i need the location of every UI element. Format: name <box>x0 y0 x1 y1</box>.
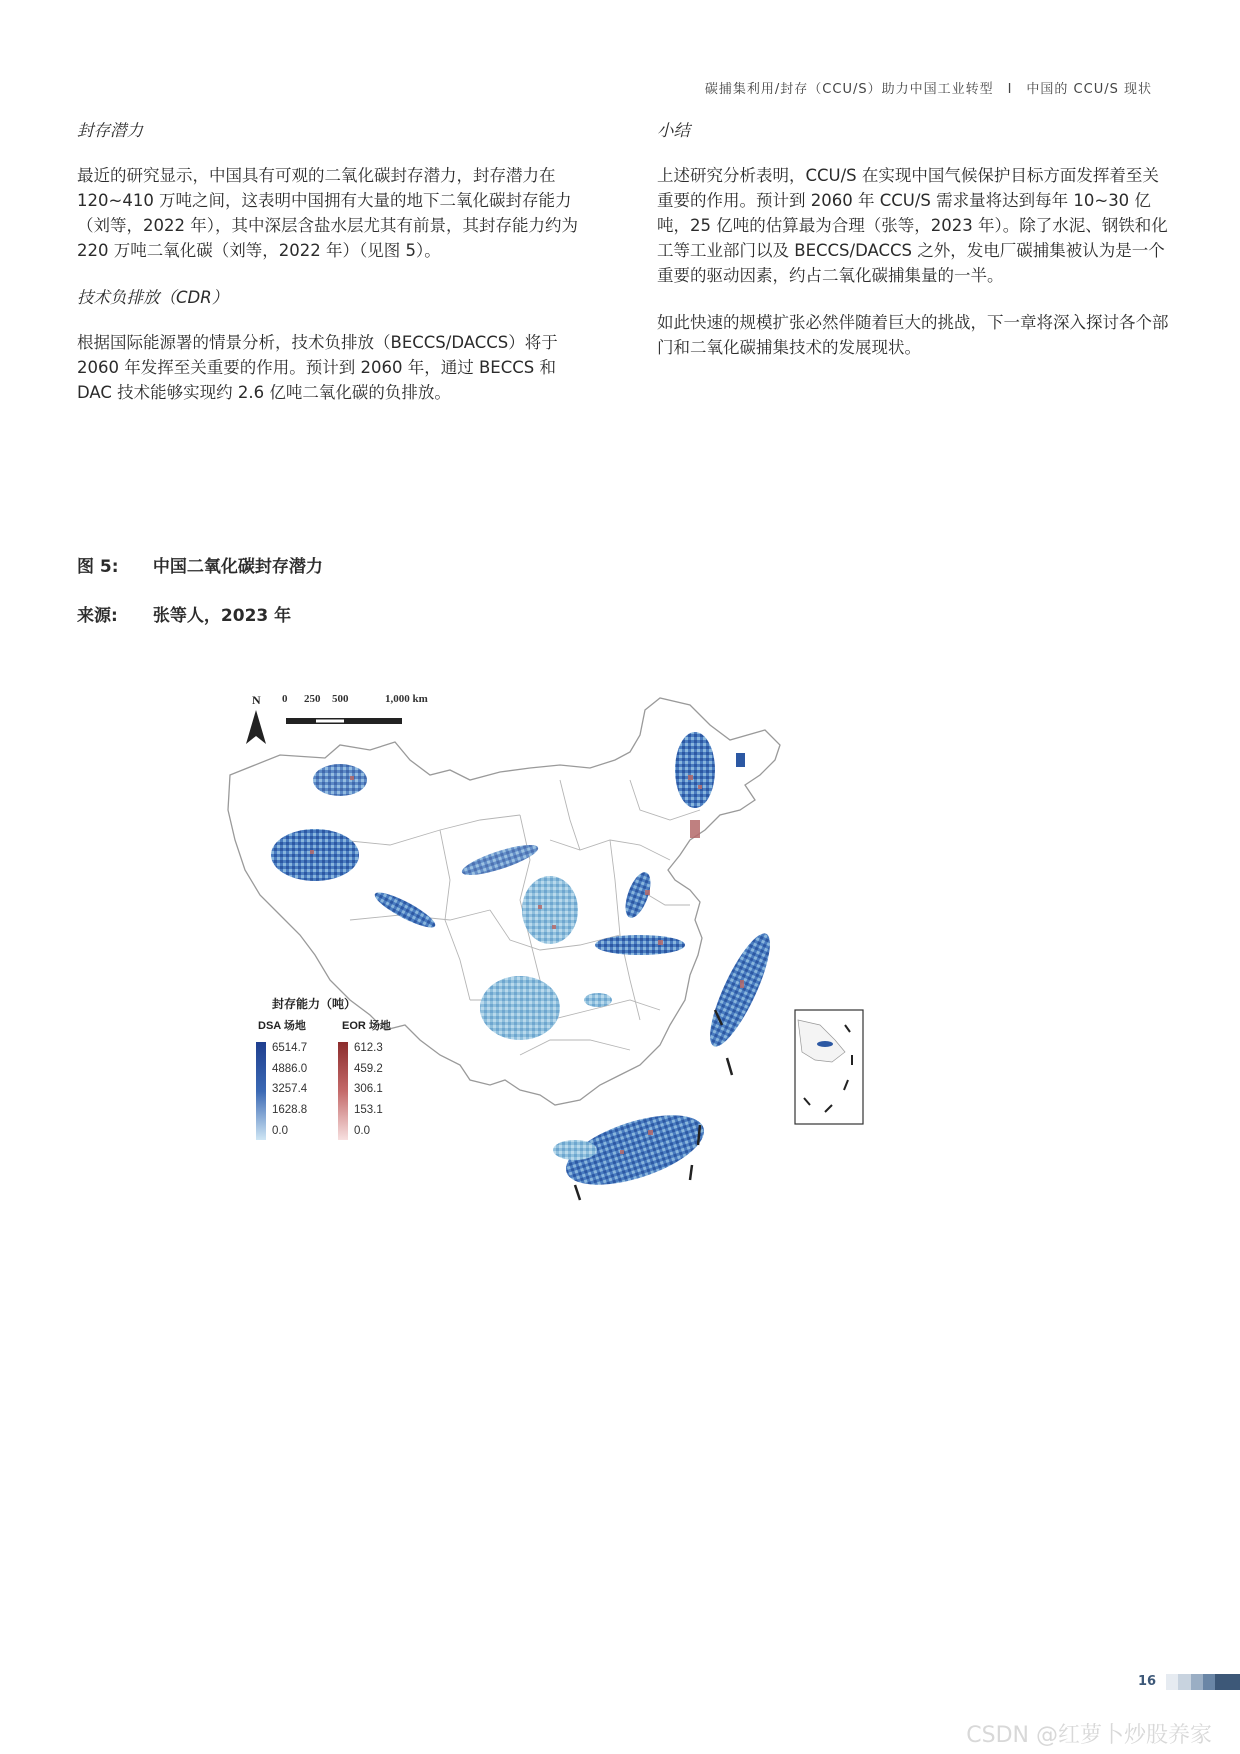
north-arrow-icon <box>246 710 266 744</box>
dsa-site-northchina <box>595 935 685 955</box>
running-header: 碳捕集利用/封存（CCU/S）助力中国工业转型 I 中国的 CCU/S 现状 <box>704 82 1152 97</box>
dsa-site-beibu <box>553 1140 597 1160</box>
right-column <box>657 118 1169 382</box>
legend-dsa-value: 1628.8 <box>272 1104 308 1116</box>
section-title-summary: 小结 <box>657 121 690 140</box>
eor-site <box>648 1130 653 1135</box>
dsa-site-songliao <box>675 732 715 808</box>
paragraph-cdr: 根据国际能源署的情景分析，技术负排放（BECCS/DACCS）将于 2060 年发挥至关重要的作用。预计到 2060 年，通过 BECCS 和 DAC 技术能够实现约 2.6 亿吨二氧化碳的负排放。 <box>77 333 558 402</box>
legend-eor-value: 459.2 <box>354 1063 383 1075</box>
legend-eor-label: EOR 场地 <box>342 1020 391 1032</box>
scale-label-1000km: 1,000 km <box>385 693 428 705</box>
north-label: N <box>252 693 261 707</box>
dsa-site-east-china-sea <box>699 927 780 1053</box>
china-storage-map <box>220 680 980 1270</box>
map-legend <box>256 996 391 1140</box>
legend-eor-value: 306.1 <box>354 1083 383 1095</box>
legend-eor-value: 612.3 <box>354 1042 383 1054</box>
eor-site <box>310 850 314 854</box>
watermark: CSDN @红萝卜炒股养家 <box>966 1723 1212 1748</box>
legend-eor-value: 153.1 <box>354 1104 383 1116</box>
section-title-cdr: 技术负排放（CDR） <box>77 288 229 307</box>
dsa-site-tarim <box>271 829 359 881</box>
eor-site <box>688 775 693 780</box>
legend-dsa-value: 0.0 <box>272 1125 288 1137</box>
scale-label-0: 0 <box>282 693 288 705</box>
figure-label: 图 5: <box>77 557 119 577</box>
scale-bar <box>282 693 428 724</box>
legend-dsa-value: 3257.4 <box>272 1083 308 1095</box>
legend-dsa-label: DSA 场地 <box>258 1020 306 1032</box>
paragraph-summary-1: 上述研究分析表明，CCU/S 在实现中国气候保护目标方面发挥着至关重要的作用。预计到 2060 年 CCU/S 需求量将达到每年 10~30 亿吨，25 亿吨的估算最为合理（张等，2023 年）。除了水泥、钢铁和化工等工业部门以及 BECCS/DACCS 之外，发电厂碳捕集被认为是一个重要的驱动因素，约占二氧化碳捕集量的一半。 <box>657 166 1168 285</box>
left-column <box>77 118 589 427</box>
scale-label-500: 500 <box>332 693 349 705</box>
paragraph-storage: 最近的研究显示，中国具有可观的二氧化碳封存潜力，封存潜力在 120~410 万吨之间，这表明中国拥有大量的地下二氧化碳封存能力（刘等，2022 年），其中深层含盐水层尤其有前景，其封存能力约为 220 万吨二氧化碳（刘等，2022 年）（见图 5）。 <box>77 166 578 260</box>
legend-eor-value: 0.0 <box>354 1125 370 1137</box>
eor-site <box>538 905 542 909</box>
legend-title: 封存能力（吨） <box>272 997 357 1011</box>
eor-site <box>698 785 702 789</box>
source-label: 来源: <box>77 606 118 626</box>
legend-dsa-value: 4886.0 <box>272 1063 308 1075</box>
dsa-site-ordos <box>522 876 578 944</box>
legend-eor-colorbar <box>338 1042 348 1140</box>
source-text: 张等人，2023 年 <box>152 606 292 626</box>
legend-dsa-colorbar <box>256 1042 266 1140</box>
eor-site <box>552 925 556 929</box>
footer-color-bar <box>1166 1674 1240 1690</box>
dsa-site-junggar <box>313 764 367 796</box>
page-number: 16 <box>1138 1674 1157 1689</box>
eor-site <box>645 890 650 895</box>
dsa-site-sichuan <box>480 976 560 1040</box>
eor-site <box>690 820 700 838</box>
paragraph-summary-2: 如此快速的规模扩张必然伴随着巨大的挑战，下一章将深入探讨各个部门和二氧化碳捕集技术的发展现状。 <box>657 313 1169 357</box>
legend-dsa-value: 6514.7 <box>272 1042 308 1054</box>
figure-title-text: 中国二氧化碳封存潜力 <box>152 557 323 577</box>
figure-title <box>77 552 323 577</box>
dsa-site-jianghan <box>584 993 612 1007</box>
scale-label-250: 250 <box>304 693 321 705</box>
eor-site <box>658 940 663 945</box>
eor-site <box>350 776 354 780</box>
figure-source <box>77 601 291 626</box>
dsa-site-sanjiang <box>736 753 745 767</box>
south-china-sea-inset <box>795 1010 863 1124</box>
section-title-storage: 封存潜力 <box>77 121 143 140</box>
eor-site <box>620 1150 624 1154</box>
eor-site <box>740 980 744 988</box>
